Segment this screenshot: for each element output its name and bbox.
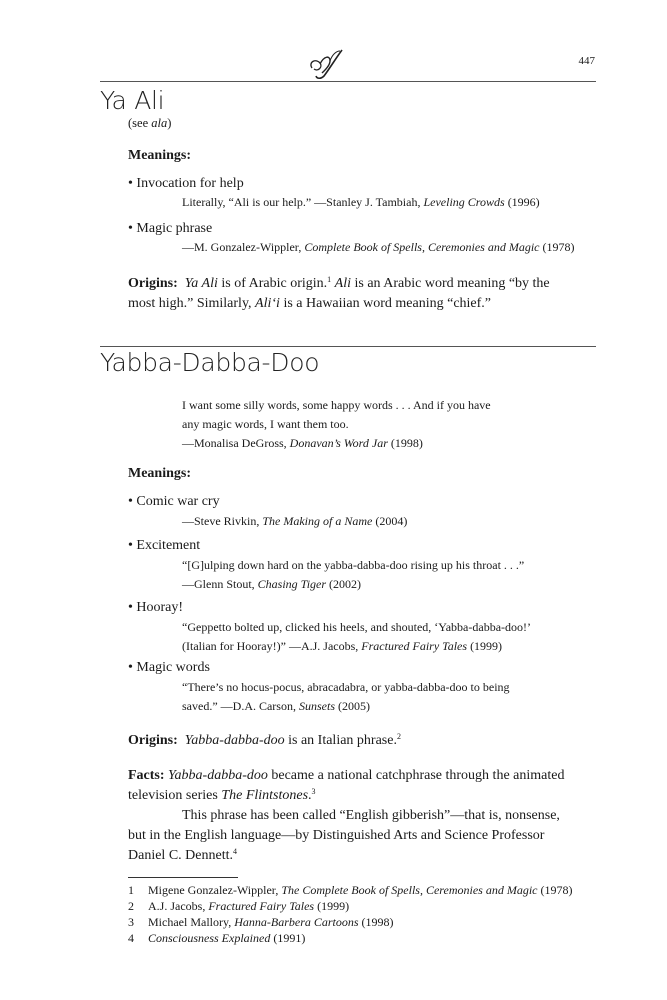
meaning-bullet: • Comic war cry (128, 494, 220, 509)
facts-paragraph: Facts: Yabba-dabba-doo became a national catchphrase through the animated television series The Flintstones.$^3$ This phrase has been called “English gibberish”—that is, nonsense, but in the English language—by Distinguished Arts and Science Professor Daniel C. Dennett.$^4$ (128, 768, 565, 863)
page-number: 447 (578, 55, 595, 67)
entry-title-ya-ali: Ya Ali (100, 86, 165, 115)
meaning-citation: “[G]ulping down hard on the yabba-dabba-doo rising up his throat . . .” —Glenn Stout, Chasing Tiger (2002) (182, 558, 525, 591)
meaning-citation: “Geppetto bolted up, clicked his heels, and shouted, ‘Yabba-dabba-doo!’ (Italian for Hooray!)” —A.J. Jacobs, Fractured Fairy Tales (1999) (182, 620, 532, 653)
footnote-item: 1 Migene Gonzalez-Wippler, The Complete Book of Spells, Ceremonies and Magic (1978) (128, 883, 573, 897)
header-rule (100, 81, 596, 82)
meaning-citation: “There’s no hocus-pocus, abracadabra, or yabba-dabba-doo to being saved.” —D.A. Carson, Sunsets (2005) (182, 680, 510, 713)
see-also: (see ala) (128, 116, 172, 130)
meaning-citation: —Steve Rivkin, The Making of a Name (2004) (182, 514, 408, 528)
meaning-citation: —M. Gonzalez-Wippler, Complete Book of Spells, Ceremonies and Magic (1978) (182, 240, 575, 254)
meaning-bullet: • Magic words (128, 660, 210, 675)
meanings-label: Meanings: (128, 466, 191, 481)
meaning-bullet: • Invocation for help (128, 176, 244, 191)
footnote-item: 2 A.J. Jacobs, Fractured Fairy Tales (1999) (128, 899, 350, 913)
meaning-bullet: • Excitement (128, 538, 201, 553)
footnote-item: 3 Michael Mallory, Hanna-Barbera Cartoons (1998) (128, 915, 394, 929)
footnote-rule (128, 877, 238, 878)
entry-title-yabba-dabba-doo: Yabba-Dabba-Doo (100, 348, 320, 377)
entry-divider-rule (100, 346, 596, 347)
origins-paragraph: Origins: Ya Ali is of Arabic origin.$^1$ Ali is an Arabic word meaning “by the most high.” Similarly, Ali‘i is a Hawaiian word meaning “chief.” (128, 275, 550, 311)
epigraph: I want some silly words, some happy words . . . And if you have any magic words, I want them too. —Monalisa DeGross, Donavan’s Word Jar (1998) (182, 398, 491, 450)
meaning-bullet: • Magic phrase (128, 221, 213, 236)
meaning-bullet: • Hooray! (128, 600, 184, 615)
footnotes (128, 882, 573, 946)
origins-paragraph: Origins: Yabba-dabba-doo is an Italian phrase.$^2$ (128, 732, 401, 748)
footnote-item: 4 Consciousness Explained (1991) (128, 931, 306, 945)
meaning-citation: Literally, “Ali is our help.” —Stanley J. Tambiah, Leveling Crowds (1996) (182, 195, 540, 209)
letter-y-ornament (298, 46, 362, 80)
meanings-label: Meanings: (128, 148, 191, 163)
